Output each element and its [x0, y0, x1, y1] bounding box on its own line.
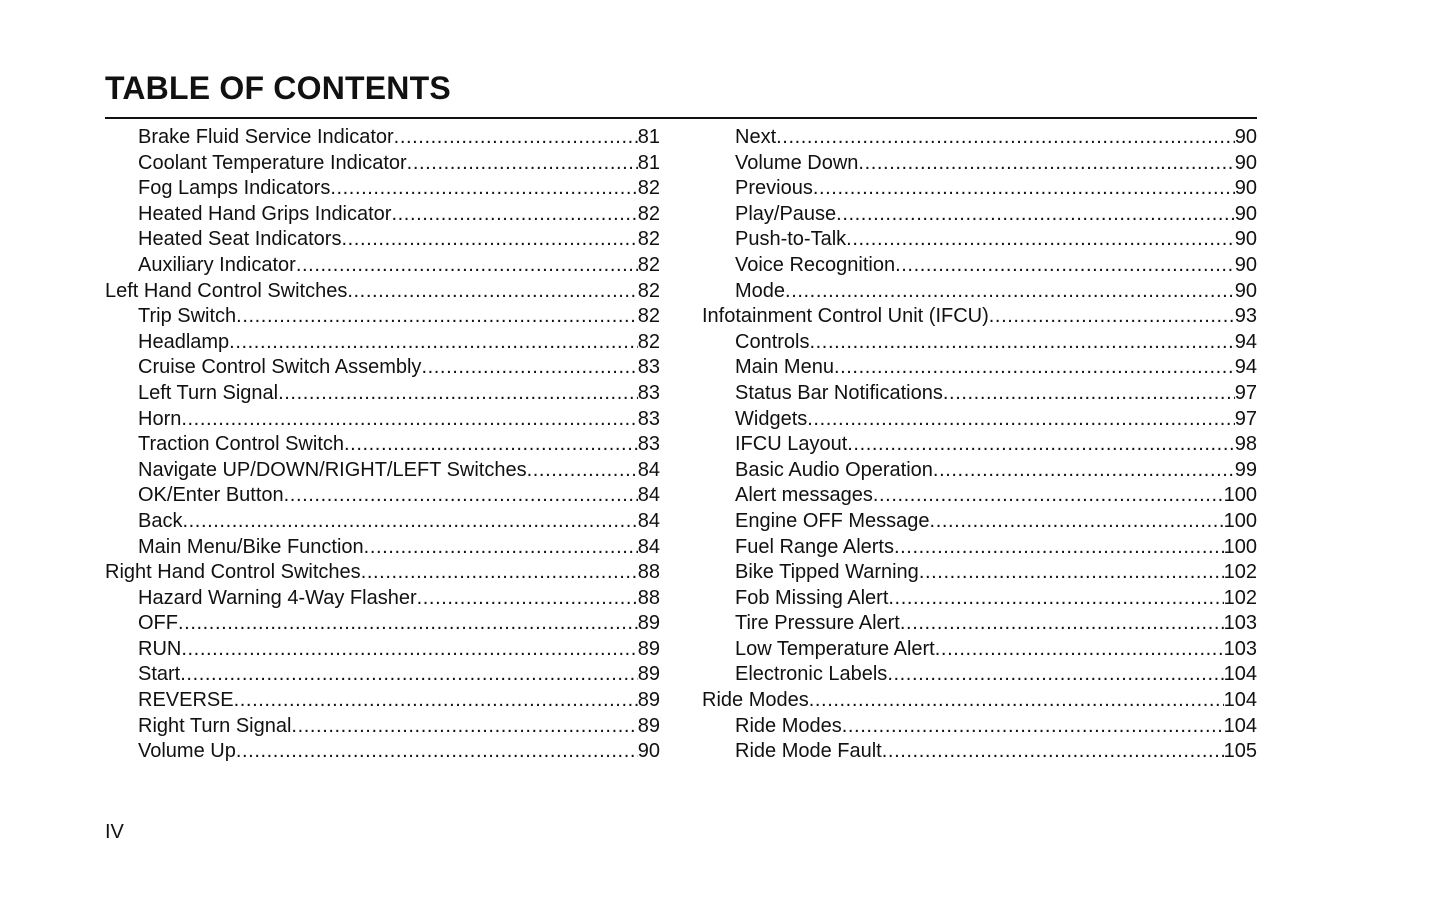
toc-entry-label: Trip Switch [138, 305, 237, 328]
toc-entry[interactable] [105, 637, 660, 663]
toc-entry[interactable] [105, 483, 660, 509]
toc-entry-label: Brake Fluid Service Indicator [138, 126, 394, 148]
toc-entry-page: 90 [1234, 202, 1257, 225]
toc-entry[interactable] [105, 202, 660, 228]
toc-entry-page: 90 [1234, 177, 1257, 200]
toc-entry[interactable] [105, 151, 660, 177]
toc-entry-page: 82 [637, 228, 660, 251]
toc-dot-leader [284, 483, 638, 509]
toc-entry-page: 82 [637, 253, 660, 276]
toc-dot-leader [900, 611, 1224, 637]
toc-dot-leader [181, 407, 637, 433]
toc-entry[interactable] [702, 560, 1257, 586]
toc-entry-page: 88 [637, 561, 660, 584]
toc-entry[interactable] [105, 535, 660, 561]
toc-dot-leader [882, 739, 1224, 765]
toc-entry[interactable] [702, 125, 1257, 151]
toc-entry-label: Heated Hand Grips Indicator [138, 202, 392, 225]
toc-entry-page: 98 [1234, 433, 1257, 456]
toc-entry[interactable] [105, 381, 660, 407]
toc-entry-label: Low Temperature Alert [735, 637, 935, 660]
toc-entry-label: Infotainment Control Unit (IFCU) [702, 305, 989, 328]
toc-dot-leader [391, 202, 637, 228]
toc-right-column [702, 125, 1257, 765]
toc-entry-page: 90 [637, 740, 660, 763]
toc-entry[interactable] [702, 227, 1257, 253]
toc-dot-leader [785, 279, 1235, 305]
toc-entry-label: Alert messages [735, 484, 873, 507]
toc-entry-page: 105 [1223, 740, 1257, 763]
toc-entry-page: 81 [637, 151, 660, 174]
toc-entry[interactable] [702, 432, 1257, 458]
toc-entry-label: Engine OFF Message [735, 509, 930, 532]
toc-dot-leader [809, 688, 1224, 714]
toc-dot-leader [836, 202, 1235, 228]
toc-dot-leader [181, 637, 637, 663]
toc-entry[interactable] [105, 586, 660, 612]
toc-entry[interactable] [702, 151, 1257, 177]
toc-dot-leader [341, 227, 637, 253]
toc-entry[interactable] [702, 483, 1257, 509]
toc-entry-page: 90 [1234, 126, 1257, 148]
toc-entry-label: Back [138, 509, 183, 532]
toc-entry-label: Left Turn Signal [138, 381, 279, 404]
toc-entry[interactable] [702, 176, 1257, 202]
toc-entry-label: Play/Pause [735, 202, 837, 225]
toc-entry-page: 84 [637, 484, 660, 507]
toc-entry[interactable] [702, 202, 1257, 228]
toc-entry-page: 83 [637, 381, 660, 404]
toc-dot-leader [858, 151, 1234, 177]
toc-entry-page: 97 [1234, 381, 1257, 404]
toc-entry-label: Fog Lamps Indicators [138, 177, 331, 200]
toc-dot-leader [236, 739, 638, 765]
toc-entry-label: Next [735, 126, 777, 148]
toc-entry[interactable] [702, 688, 1257, 714]
toc-entry[interactable] [702, 279, 1257, 305]
toc-entry[interactable] [702, 458, 1257, 484]
toc-dot-leader [847, 432, 1234, 458]
toc-entry-page: 89 [637, 714, 660, 737]
toc-dot-leader [989, 304, 1235, 330]
toc-dot-leader [933, 458, 1235, 484]
toc-entry[interactable] [702, 253, 1257, 279]
toc-entry-page: 82 [637, 279, 660, 302]
toc-entry-label: Left Hand Control Switches [105, 279, 348, 302]
toc-entry-label: Volume Up [138, 740, 236, 763]
toc-dot-leader [887, 662, 1223, 688]
toc-entry-page: 81 [637, 126, 660, 148]
toc-entry[interactable] [702, 586, 1257, 612]
toc-dot-leader [330, 176, 637, 202]
toc-entry-label: OFF [138, 612, 178, 635]
toc-entry[interactable] [702, 355, 1257, 381]
toc-entry[interactable] [702, 381, 1257, 407]
toc-entry-page: 83 [637, 356, 660, 379]
title-divider [105, 117, 1257, 119]
toc-entry-label: Ride Mode Fault [735, 740, 882, 763]
toc-entry-page: 99 [1234, 458, 1257, 481]
toc-entry[interactable] [105, 560, 660, 586]
toc-entry-label: REVERSE [138, 689, 234, 712]
toc-entry[interactable] [105, 355, 660, 381]
toc-entry-page: 100 [1223, 509, 1257, 532]
toc-entry[interactable] [702, 714, 1257, 740]
toc-entry-label: IFCU Layout [735, 433, 848, 456]
toc-entry[interactable] [105, 509, 660, 535]
toc-entry[interactable] [105, 253, 660, 279]
toc-dot-leader [291, 714, 637, 740]
toc-entry-page: 82 [637, 202, 660, 225]
toc-entry-label: Ride Modes [702, 689, 809, 712]
toc-entry[interactable] [702, 304, 1257, 330]
toc-dot-leader [935, 637, 1224, 663]
toc-entry[interactable] [105, 714, 660, 740]
toc-dot-leader [236, 304, 638, 330]
toc-entry-page: 104 [1223, 663, 1257, 686]
toc-entry-label: Voice Recognition [735, 253, 896, 276]
toc-entry-label: RUN [138, 637, 182, 660]
toc-entry-label: Widgets [735, 407, 808, 430]
toc-dot-leader [407, 151, 638, 177]
toc-entry-label: Controls [735, 330, 810, 353]
toc-entry[interactable] [702, 330, 1257, 356]
toc-dot-leader [919, 560, 1224, 586]
toc-entry-page: 100 [1223, 484, 1257, 507]
toc-entry[interactable] [105, 432, 660, 458]
toc-dot-leader [842, 714, 1224, 740]
toc-dot-leader [180, 662, 638, 688]
toc-dot-leader [846, 227, 1235, 253]
toc-entry[interactable] [105, 227, 660, 253]
toc-entry[interactable] [702, 662, 1257, 688]
toc-dot-leader [234, 688, 638, 714]
toc-entry[interactable] [105, 458, 660, 484]
toc-entry-page: 94 [1234, 356, 1257, 379]
toc-dot-leader [417, 586, 638, 612]
toc-entry-label: Mode [735, 279, 786, 302]
toc-entry-page: 83 [637, 407, 660, 430]
toc-entry-page: 100 [1223, 535, 1257, 558]
toc-entry-label: Fuel Range Alerts [735, 535, 894, 558]
toc-entry-page: 89 [637, 689, 660, 712]
toc-entry-label: Electronic Labels [735, 663, 888, 686]
toc-dot-leader [807, 407, 1235, 433]
toc-entry-page: 103 [1223, 612, 1257, 635]
toc-entry[interactable] [105, 125, 660, 151]
toc-entry[interactable] [702, 637, 1257, 663]
toc-entry[interactable] [105, 279, 660, 305]
toc-entry-label: Main Menu [735, 356, 834, 379]
toc-entry-page: 102 [1223, 586, 1257, 609]
toc-dot-leader [834, 355, 1235, 381]
toc-entry-label: Auxiliary Indicator [138, 253, 296, 276]
toc-entry-label: Status Bar Notifications [735, 381, 943, 404]
toc-entry-page: 97 [1234, 407, 1257, 430]
toc-entry-page: 90 [1234, 151, 1257, 174]
toc-dot-leader [278, 381, 638, 407]
toc-entry-label: Cruise Control Switch Assembly [138, 356, 422, 379]
toc-entry[interactable] [105, 407, 660, 433]
toc-entry[interactable] [105, 304, 660, 330]
toc-entry-page: 94 [1234, 330, 1257, 353]
toc-entry-label: Right Hand Control Switches [105, 561, 361, 584]
toc-entry[interactable] [105, 330, 660, 356]
toc-entry-page: 90 [1234, 279, 1257, 302]
toc-entry-page: 103 [1223, 637, 1257, 660]
toc-entry-label: Basic Audio Operation [735, 458, 933, 481]
toc-entry-page: 82 [637, 177, 660, 200]
toc-entry[interactable] [702, 407, 1257, 433]
toc-entry[interactable] [105, 611, 660, 637]
toc-entry-label: Previous [735, 177, 813, 200]
toc-entry-label: Volume Down [735, 151, 859, 174]
toc-entry[interactable] [702, 509, 1257, 535]
toc-entry-page: 90 [1234, 253, 1257, 276]
toc-entry-page: 88 [637, 586, 660, 609]
toc-dot-leader [364, 535, 638, 561]
toc-entry[interactable] [105, 739, 660, 765]
toc-left-column [105, 125, 660, 765]
toc-entry-page: 89 [637, 637, 660, 660]
toc-dot-leader [421, 355, 637, 381]
toc-entry-label: Right Turn Signal [138, 714, 292, 737]
toc-dot-leader [229, 330, 638, 356]
toc-dot-leader [873, 483, 1224, 509]
toc-entry-label: Horn [138, 407, 182, 430]
page-number: IV [105, 821, 124, 843]
toc-entry-label: Traction Control Switch [138, 433, 344, 456]
toc-dot-leader [813, 176, 1235, 202]
toc-dot-leader [809, 330, 1234, 356]
toc-entry[interactable] [702, 739, 1257, 765]
toc-entry[interactable] [105, 176, 660, 202]
toc-entry-label: Hazard Warning 4-Way Flasher [138, 586, 417, 609]
toc-dot-leader [296, 253, 638, 279]
toc-entry-page: 83 [637, 433, 660, 456]
toc-dot-leader [888, 586, 1223, 612]
toc-dot-leader [347, 279, 637, 305]
toc-dot-leader [943, 381, 1235, 407]
toc-dot-leader [894, 535, 1224, 561]
toc-entry-page: 104 [1223, 689, 1257, 712]
toc-entry-page: 104 [1223, 714, 1257, 737]
toc-entry-page: 93 [1234, 305, 1257, 328]
toc-entry-label: Fob Missing Alert [735, 586, 889, 609]
toc-dot-leader [895, 253, 1235, 279]
toc-entry-page: 82 [637, 330, 660, 353]
toc-entry[interactable] [702, 535, 1257, 561]
toc-dot-leader [178, 611, 638, 637]
toc-entry-label: Ride Modes [735, 714, 842, 737]
toc-entry-page: 89 [637, 612, 660, 635]
toc-entry-label: Tire Pressure Alert [735, 612, 900, 635]
toc-entry-page: 90 [1234, 228, 1257, 251]
toc-entry-page: 82 [637, 305, 660, 328]
toc-entry-label: OK/Enter Button [138, 484, 284, 507]
toc-entry-label: Bike Tipped Warning [735, 561, 919, 584]
toc-entry-label: Start [138, 663, 181, 686]
toc-dot-leader [394, 125, 638, 151]
toc-dot-leader [361, 560, 638, 586]
toc-entry-label: Coolant Temperature Indicator [138, 151, 407, 174]
toc-dot-leader [182, 509, 637, 535]
toc-entry-page: 89 [637, 663, 660, 686]
toc-entry-label: Push-to-Talk [735, 228, 847, 251]
toc-entry-page: 84 [637, 509, 660, 532]
toc-entry-label: Headlamp [138, 330, 230, 353]
toc-entry[interactable] [702, 611, 1257, 637]
toc-entry[interactable] [105, 688, 660, 714]
toc-entry-page: 84 [637, 535, 660, 558]
toc-entry-page: 102 [1223, 561, 1257, 584]
toc-entry-label: Heated Seat Indicators [138, 228, 342, 251]
toc-dot-leader [344, 432, 638, 458]
page-title: TABLE OF CONTENTS [105, 70, 451, 106]
toc-entry-page: 84 [637, 458, 660, 481]
toc-entry-label: Main Menu/Bike Function [138, 535, 364, 558]
toc-dot-leader [527, 458, 638, 484]
toc-entry-label: Navigate UP/DOWN/RIGHT/LEFT Switches [138, 458, 527, 481]
toc-entry[interactable] [105, 662, 660, 688]
toc-dot-leader [776, 125, 1235, 151]
toc-dot-leader [930, 509, 1224, 535]
